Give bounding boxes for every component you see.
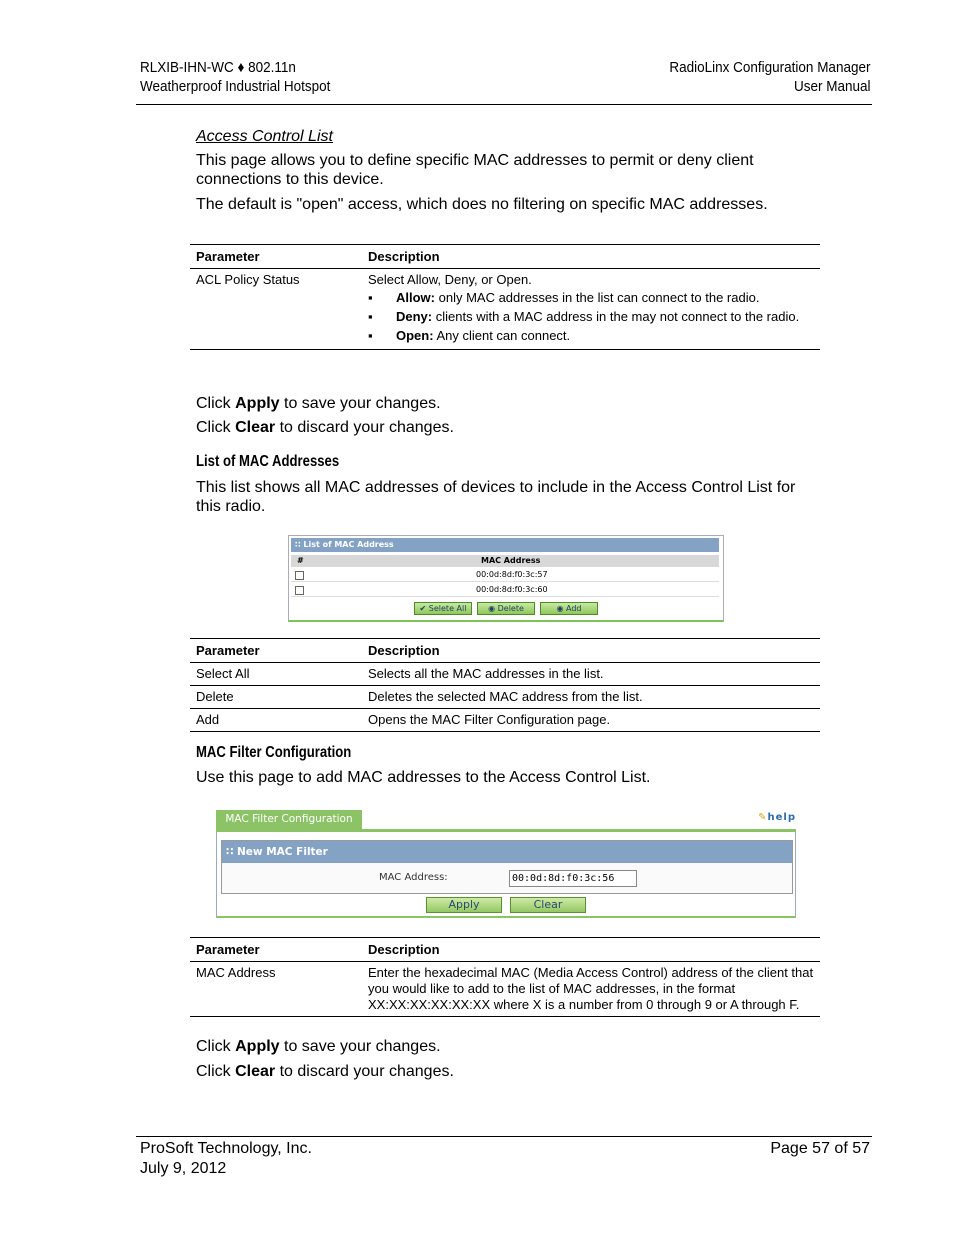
footer-date: July 9, 2012	[140, 1160, 227, 1177]
header-manual-title: RadioLinx Configuration Manager	[668, 59, 870, 76]
mac-list-title-bar	[291, 538, 719, 552]
mac-list-title: List of MAC Address	[303, 540, 394, 549]
header-product: RLXIB-IHN-WC ♦ 802.11n	[140, 59, 296, 76]
panel-title-bar	[222, 841, 792, 863]
acl-policy-options	[368, 290, 814, 344]
desc-acl-policy-status: Select Allow, Deny, or Open.	[368, 272, 532, 287]
row-checkbox[interactable]	[295, 571, 304, 580]
mac-filter-intro: Use this page to add MAC addresses to the Access Control List.	[196, 769, 651, 786]
clear-button[interactable]: Clear	[510, 897, 586, 913]
mac-list-row	[291, 569, 719, 582]
table-row	[190, 686, 820, 709]
table-header-parameter: Parameter	[190, 938, 362, 962]
acl-default-note: The default is "open" access, which does no filtering on specific MAC addresses.	[196, 196, 768, 213]
mac-address-value: 00:0d:8d:f0:3c:57	[476, 570, 548, 579]
col-number: #	[297, 556, 304, 565]
help-icon: ✎	[758, 812, 768, 823]
list-mac-intro: This list shows all MAC addresses of devices to include in the Access Control List for this radio.	[196, 479, 796, 515]
header-product-desc: Weatherproof Industrial Hotspot	[140, 78, 331, 95]
apply-instruction-2: Click Apply to save your changes.	[196, 1038, 441, 1055]
table-header-description: Description	[362, 938, 820, 962]
footer-company: ProSoft Technology, Inc.	[140, 1140, 312, 1157]
add-button[interactable]: ◉ Add	[540, 602, 598, 615]
param-add: Add	[190, 709, 362, 732]
header-left	[140, 58, 330, 96]
mac-address-value: 00:0d:8d:f0:3c:60	[476, 585, 548, 594]
table-row	[190, 269, 820, 350]
grid-icon: ∷	[226, 846, 234, 858]
tab-mac-filter-configuration[interactable]: MAC Filter Configuration	[216, 810, 362, 829]
mac-address-input[interactable]	[509, 870, 637, 887]
col-mac-address: MAC Address	[481, 556, 541, 565]
param-acl-policy-status: ACL Policy Status	[190, 269, 362, 350]
panel-title: New MAC Filter	[236, 846, 328, 858]
param-select-all: Select All	[190, 663, 362, 686]
header-manual-type: User Manual	[793, 78, 870, 95]
desc-delete: Deletes the selected MAC address from the list.	[362, 686, 820, 709]
mac-list-row	[291, 584, 719, 597]
grid-icon: ∷	[295, 540, 301, 549]
table-row	[190, 962, 820, 1017]
table-header-parameter: Parameter	[190, 639, 362, 663]
table-header-description: Description	[362, 639, 820, 663]
header-rule	[136, 104, 872, 105]
desc-add: Opens the MAC Filter Configuration page.	[362, 709, 820, 732]
desc-mac-address: Enter the hexadecimal MAC (Media Access Control) address of the client that you would like to add to the list of MAC addresses, in the format XX:XX:XX:XX:XX:XX where X is a number from 0 through 9 or A through F.	[362, 962, 820, 1017]
table-row	[190, 709, 820, 732]
param-delete: Delete	[190, 686, 362, 709]
new-mac-filter-panel	[221, 840, 793, 894]
option-allow: ▪ Allow: only MAC addresses in the list can connect to the radio.	[368, 290, 814, 306]
row-checkbox[interactable]	[295, 586, 304, 595]
select-all-button[interactable]: ✔ Selete All	[414, 602, 472, 615]
delete-icon: ◉	[488, 604, 496, 613]
help-link[interactable]: ✎help	[758, 812, 796, 823]
check-icon: ✔	[419, 604, 427, 613]
option-open: ▪ Open: Any client can connect.	[368, 328, 814, 344]
mac-filter-heading: MAC Filter Configuration	[196, 744, 352, 761]
param-mac-address: MAC Address	[190, 962, 362, 1017]
delete-button[interactable]: ◉ Delete	[477, 602, 535, 615]
acl-intro: This page allows you to define specific MAC addresses to permit or deny client connections to this device.	[196, 152, 754, 188]
mac-filter-screenshot	[216, 810, 796, 918]
clear-instruction-2: Click Clear to discard your changes.	[196, 1063, 454, 1080]
table-row	[190, 663, 820, 686]
mac-filter-parameter-table	[190, 937, 820, 1017]
header-right	[669, 58, 870, 96]
list-mac-heading: List of MAC Addresses	[196, 453, 340, 470]
list-mac-parameter-table	[190, 638, 820, 732]
table-header-description: Description	[362, 245, 820, 269]
footer-rule	[136, 1136, 872, 1137]
apply-instruction-1: Click Apply to save your changes.	[196, 395, 441, 412]
desc-select-all: Selects all the MAC addresses in the list.	[362, 663, 820, 686]
acl-heading: Access Control List	[196, 128, 333, 145]
mac-list-screenshot	[288, 535, 724, 622]
table-header-parameter: Parameter	[190, 245, 362, 269]
acl-parameter-table	[190, 244, 820, 350]
clear-instruction-1: Click Clear to discard your changes.	[196, 419, 454, 436]
mac-list-header-row	[291, 555, 719, 567]
option-deny: ▪ Deny: clients with a MAC address in the may not connect to the radio.	[368, 309, 814, 325]
add-icon: ◉	[556, 604, 564, 613]
footer-page-number: Page 57 of 57	[770, 1140, 870, 1157]
mac-address-label: MAC Address:	[379, 872, 448, 883]
apply-button[interactable]: Apply	[426, 897, 502, 913]
